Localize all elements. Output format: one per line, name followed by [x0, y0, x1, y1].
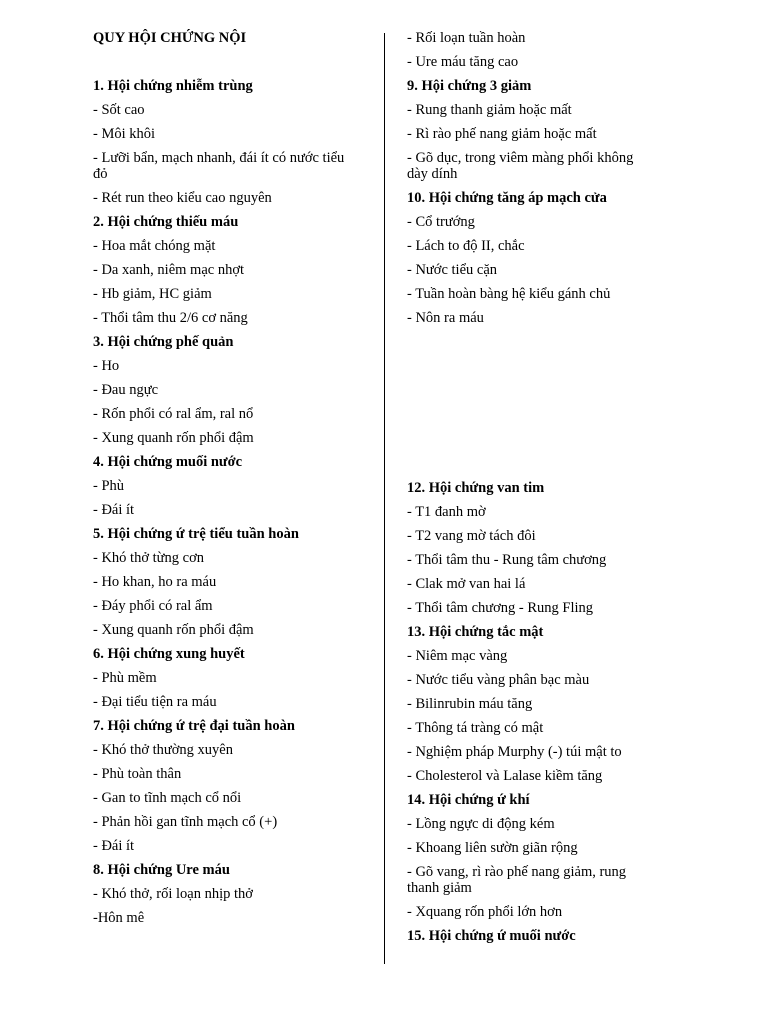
list-item: - Xquang rốn phổi lớn hơn	[407, 904, 563, 920]
list-item: - Nước tiểu vàng phân bạc màu	[407, 672, 590, 688]
list-item: - Rung thanh giảm hoặc mất	[407, 102, 572, 118]
list-item: - Xung quanh rốn phổi đậm	[93, 430, 254, 446]
blank-space	[407, 334, 657, 480]
list-item: - Rì rào phế nang giảm hoặc mất	[407, 126, 597, 142]
list-item: - Thổi tâm thu - Rung tâm chương	[407, 552, 607, 568]
list-item: - Hoa mắt chóng mặt	[93, 238, 216, 254]
list-item: - Cholesterol và Lalase kiềm tăng	[407, 768, 603, 784]
list-item: - Lưỡi bẩn, mạch nhanh, đái ít có nước tiểu đỏ	[93, 150, 345, 182]
right-column	[407, 30, 657, 952]
section-heading: 7. Hội chứng ứ trệ đại tuần hoàn	[93, 718, 295, 734]
list-item: - Lồng ngực di động kém	[407, 816, 555, 832]
list-item: - Thổi tâm chương - Rung Fling	[407, 600, 594, 616]
list-item: - Phản hồi gan tĩnh mạch cổ (+)	[93, 814, 278, 830]
section-heading: 4. Hội chứng muối nước	[93, 454, 243, 470]
list-item: - Gan to tĩnh mạch cổ nổi	[93, 790, 242, 806]
list-item: - Ho	[93, 358, 120, 374]
section-heading: 14. Hội chứng ứ khí	[407, 792, 530, 808]
list-item: - Niêm mạc vàng	[407, 648, 508, 664]
section-heading: 15. Hội chứng ứ muối nước	[407, 928, 576, 944]
section-heading: 2. Hội chứng thiếu máu	[93, 214, 239, 230]
list-item: - Tuần hoàn bàng hệ kiểu gánh chủ	[407, 286, 611, 302]
list-item: - Phù mềm	[93, 670, 157, 686]
list-item: - Phù	[93, 478, 125, 494]
list-item: - Clak mở van hai lá	[407, 576, 526, 592]
list-item: - Nước tiểu cặn	[407, 262, 498, 278]
list-item: - Xung quanh rốn phổi đậm	[93, 622, 254, 638]
section-heading: 9. Hội chứng 3 giảm	[407, 78, 532, 94]
column-divider	[384, 33, 385, 964]
list-item: - Thổi tâm thu 2/6 cơ năng	[93, 310, 248, 326]
list-item: - Rốn phổi có ral ẩm, ral nổ	[93, 406, 254, 422]
section-heading: 5. Hội chứng ứ trệ tiểu tuần hoàn	[93, 526, 299, 542]
document-title: QUY HỘI CHỨNG NỘI	[93, 30, 247, 46]
list-item: - Sốt cao	[93, 102, 145, 118]
left-column	[93, 30, 348, 934]
list-item: - Đáy phổi có ral ẩm	[93, 598, 213, 614]
list-item: - Bilinrubin máu tăng	[407, 696, 533, 712]
list-item: - Rét run theo kiểu cao nguyên	[93, 190, 272, 206]
list-item: - Đái ít	[93, 502, 135, 518]
list-item: - Hb giảm, HC giảm	[93, 286, 212, 302]
section-heading: 12. Hội chứng van tim	[407, 480, 545, 496]
list-item: - Gõ dục, trong viêm màng phổi không dày dính	[407, 150, 634, 182]
list-item: - Thông tá tràng có mật	[407, 720, 544, 736]
list-item: - Khó thở, rối loạn nhịp thở	[93, 886, 253, 902]
section-heading: 6. Hội chứng xung huyết	[93, 646, 245, 662]
section-heading: 1. Hội chứng nhiễm trùng	[93, 78, 253, 94]
list-item: - Phù toàn thân	[93, 766, 182, 782]
list-item: - Đái ít	[93, 838, 135, 854]
list-item: - Khó thở thường xuyên	[93, 742, 233, 758]
list-item: - Ho khan, ho ra máu	[93, 574, 217, 590]
list-item: - Cổ trướng	[407, 214, 475, 230]
list-item: - Ure máu tăng cao	[407, 54, 519, 70]
section-heading: 10. Hội chứng tăng áp mạch cửa	[407, 190, 607, 206]
list-item: - Nôn ra máu	[407, 310, 484, 326]
list-item: - Khó thở từng cơn	[93, 550, 204, 566]
list-item: - Nghiệm pháp Murphy (-) túi mật to	[407, 744, 622, 760]
section-heading: 13. Hội chứng tắc mật	[407, 624, 544, 640]
list-item: - Lách to độ II, chắc	[407, 238, 525, 254]
list-item: - Đại tiểu tiện ra máu	[93, 694, 217, 710]
list-item: - Gõ vang, rì rào phế nang giảm, rung thanh giảm	[407, 864, 627, 896]
section-heading: 3. Hội chứng phế quản	[93, 334, 234, 350]
list-item: -Hôn mê	[93, 910, 145, 926]
list-item: - T2 vang mờ tách đôi	[407, 528, 536, 544]
list-item: - Da xanh, niêm mạc nhợt	[93, 262, 245, 278]
list-item: - Đau ngực	[93, 382, 159, 398]
list-item: - Rối loạn tuần hoàn	[407, 30, 526, 46]
section-heading: 8. Hội chứng Ure máu	[93, 862, 230, 878]
list-item: - T1 đanh mờ	[407, 504, 486, 520]
list-item: - Môi khôi	[93, 126, 156, 142]
list-item: - Khoang liên sườn giãn rộng	[407, 840, 578, 856]
